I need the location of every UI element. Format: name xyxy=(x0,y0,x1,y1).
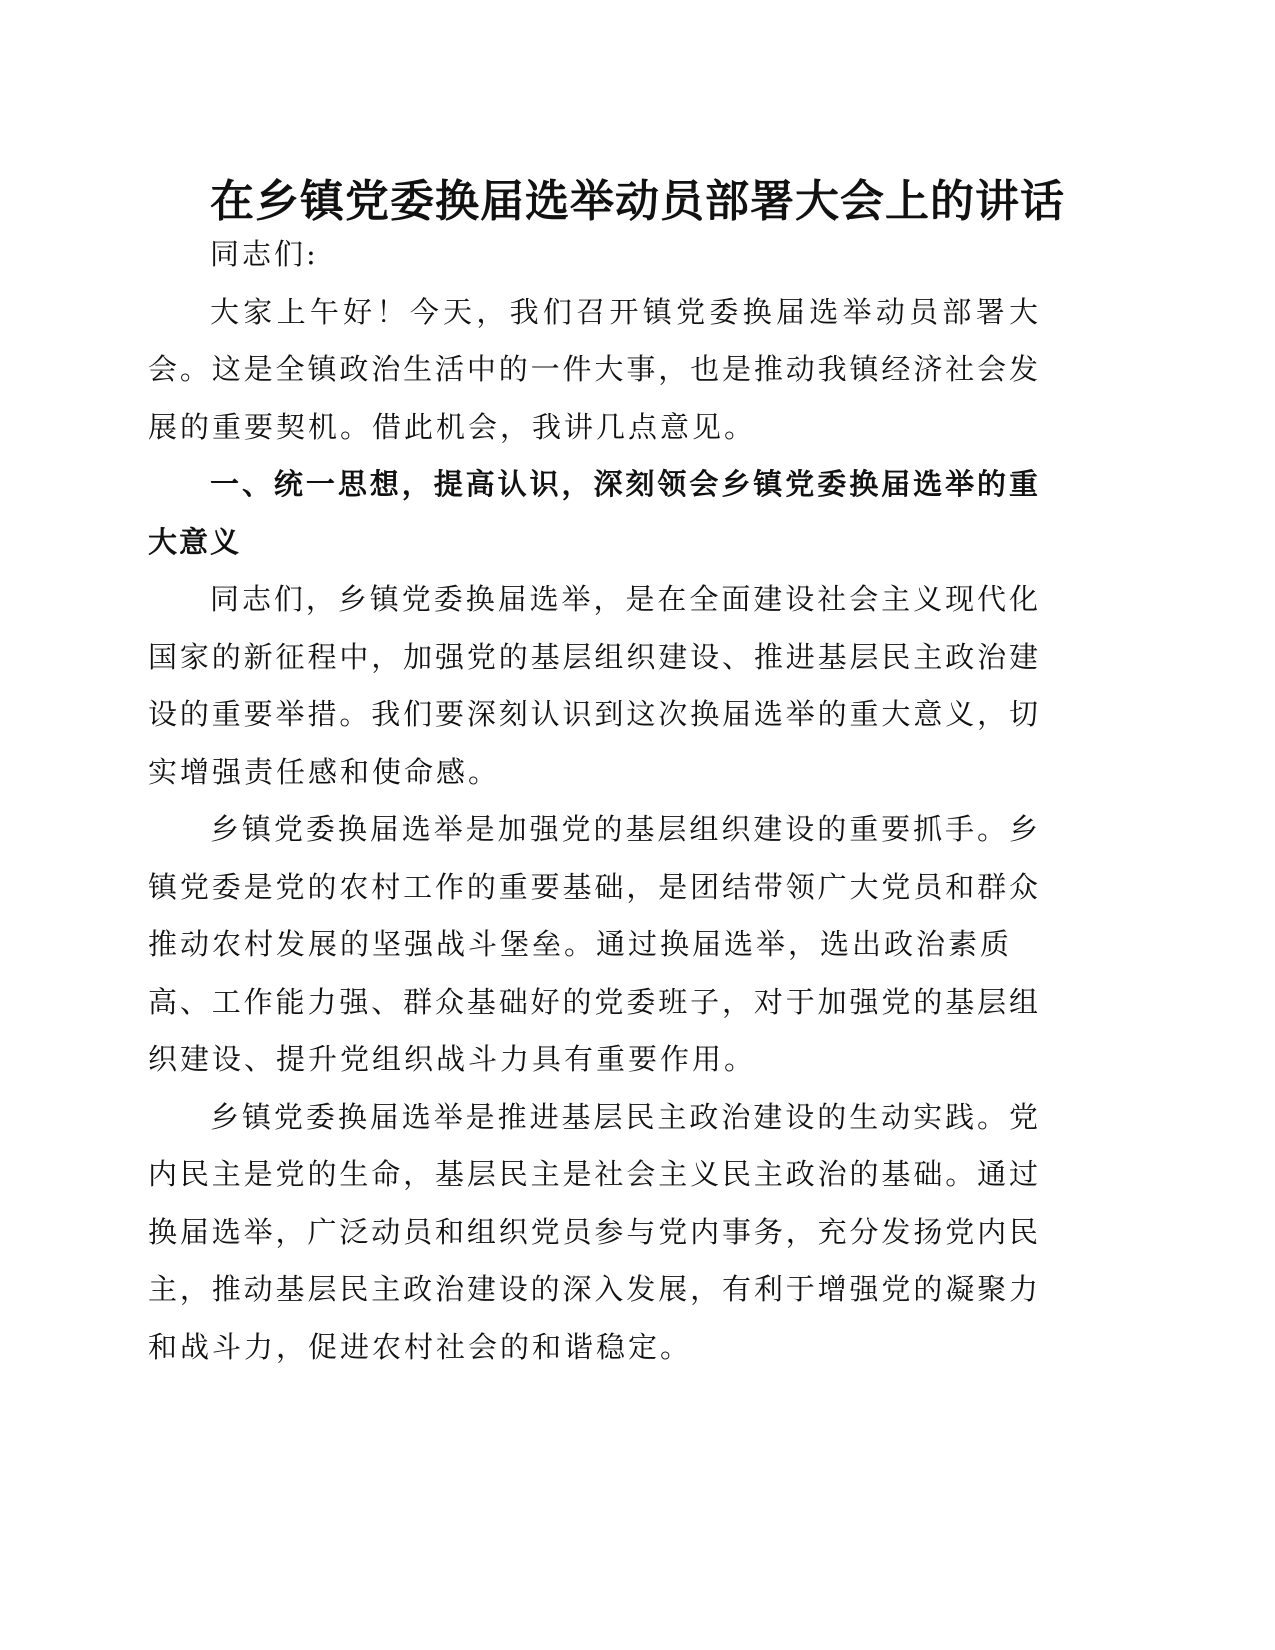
paragraph-line: 内民主是党的生命，基层民主是社会主义民主政治的基础。通过 xyxy=(148,1157,1038,1191)
paragraph-line: 乡镇党委换届选举是加强党的基层组织建设的重要抓手。乡 xyxy=(210,812,1038,846)
paragraph-line: 推动农村发展的坚强战斗堡垒。通过换届选举，选出政治素质 xyxy=(148,927,1013,961)
paragraph-line: 大家上午好！今天，我们召开镇党委换届选举动员部署大 xyxy=(210,294,1038,329)
paragraph-line: 镇党委是党的农村工作的重要基础，是团结带领广大党员和群众 xyxy=(148,869,1038,904)
paragraph-line: 实增强责任感和使命感。 xyxy=(148,754,501,789)
paragraph-line: 展的重要契机。借此机会，我讲几点意见。 xyxy=(148,409,757,444)
paragraph-line: 主，推动基层民主政治建设的深入发展，有利于增强党的凝聚力 xyxy=(148,1272,1038,1306)
paragraph-line: 和战斗力，促进农村社会的和谐稳定。 xyxy=(148,1329,693,1364)
paragraph-line: 设的重要举措。我们要深刻认识到这次换届选举的重大意义，切 xyxy=(148,697,1038,731)
paragraph-line: 乡镇党委换届选举是推进基层民主政治建设的生动实践。党 xyxy=(210,1099,1038,1134)
document-title: 在乡镇党委换届选举动员部署大会上的讲话 xyxy=(210,176,1065,227)
section-heading-line: 一、统一思想，提高认识，深刻领会乡镇党委换届选举的重 xyxy=(210,467,1038,501)
paragraph-line: 织建设、提升党组织战斗力具有重要作用。 xyxy=(148,1042,757,1076)
paragraph-line: 会。这是全镇政治生活中的一件大事，也是推动我镇经济社会发 xyxy=(148,352,1038,386)
paragraph-line: 国家的新征程中，加强党的基层组织建设、推进基层民主政治建 xyxy=(148,639,1038,674)
paragraph-line: 高、工作能力强、群众基础好的党委班子，对于加强党的基层组 xyxy=(148,984,1038,1019)
salutation-line: 同志们: xyxy=(210,237,319,271)
section-heading-line: 大意义 xyxy=(148,524,242,559)
paragraph-line: 换届选举，广泛动员和组织党员参与党内事务，充分发扬党内民 xyxy=(148,1214,1038,1249)
document-body xyxy=(148,226,1038,1376)
paragraph-line: 同志们，乡镇党委换届选举，是在全面建设社会主义现代化 xyxy=(210,582,1038,616)
